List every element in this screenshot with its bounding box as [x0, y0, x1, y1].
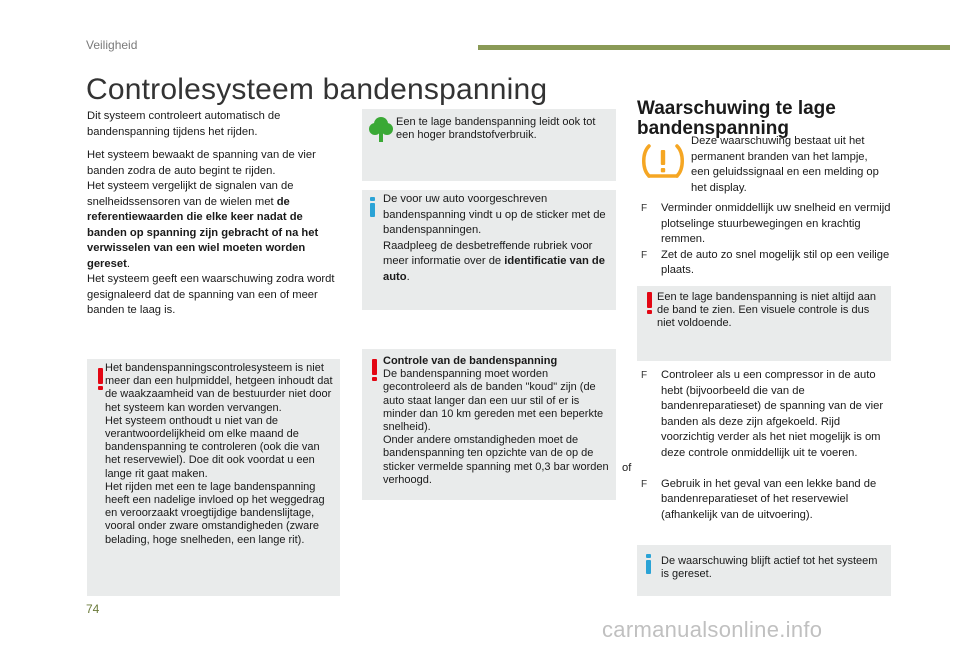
warning-exclamation-icon: [368, 359, 380, 381]
info-box-col2: [362, 190, 616, 310]
or-label: of: [622, 462, 632, 474]
list-item: [637, 248, 897, 279]
warning-exclamation-icon: [643, 292, 655, 314]
system-bold: de referentiewaarden die elke keer nadat de banden op spanning zijn gebracht of na het verwisselen van een wiel moeten worden gereset: [87, 195, 319, 270]
system-period: .: [126, 257, 130, 270]
info-line-2: Raadpleeg de desbetreffende rubriek voor meer informatie over de: [383, 239, 593, 267]
list-item: [637, 201, 897, 248]
bullet-text: Verminder onmiddellijk uw snelheid en vermijd plotselinge stuurbewegingen en krachtig remmen.: [661, 202, 891, 245]
warning-line-2: Het systeem onthoudt u niet van de verantwoordelijkheid om elke maand de bandenspanning te controleren (ook die van het reservewiel). Doe dit ook voordat u een lange rit gaat maken.: [105, 414, 320, 480]
info-bold: identificatie van de auto: [383, 255, 605, 283]
bullet-mark: F: [641, 249, 648, 261]
warning-text-col3: Een te lage bandenspanning is niet altijd aan de band te zien. Een visuele controle is dus niet voldoende.: [657, 291, 876, 330]
bullet-text: Zet de auto zo snel mogelijk stil op een veilige plaats.: [661, 248, 890, 276]
bullet-text: Gebruik in het geval van een lekke band de bandenreparatieset of het reservewiel (afhankelijk van de uitvoering).: [661, 477, 877, 521]
info-period: .: [406, 270, 410, 283]
system-paragraph: [87, 148, 341, 319]
warning-box-col2: [362, 349, 616, 500]
page-title: Controlesysteem bandenspanning: [86, 73, 548, 106]
bullet-list-1: [637, 201, 897, 279]
info-line-1: De voor uw auto voorgeschreven bandenspanning vindt u op de sticker met de bandenspanningen.: [383, 193, 606, 236]
system-line-1: Het systeem bewaakt de spanning van de vier banden zodra de auto begint te rijden.: [87, 149, 316, 177]
info-box-col3: [637, 545, 891, 596]
info-text-col3: De waarschuwing blijft actief tot het systeem is gereset.: [661, 555, 878, 581]
warning-box-col1: [87, 359, 340, 596]
bullet-text: Controleer als u een compressor in de auto hebt (bijvoorbeeld die van de bandenreparatieset) de spanning van de vier banden als deze zijn afgekoeld. Rijd voorzichtig verder als het niet mogelijk is om deze controle onmiddellijk uit te voeren.: [661, 369, 884, 459]
tyre-pressure-warning-icon: [641, 144, 685, 178]
eco-box: [362, 109, 616, 181]
warning-line-1: Het bandenspanningscontrolesysteem is niet meer dan een hulpmiddel, hetgeen inhoudt dat de waakzaamheid van de bestuurder niet door het systeem kan worden vervangen.: [105, 362, 333, 414]
intro-paragraph: Dit systeem controleert automatisch de bandenspanning tijdens het rijden.: [87, 110, 281, 138]
section-label: Veiligheid: [86, 38, 138, 52]
info-icon: [644, 554, 652, 574]
header-accent-line: [478, 45, 950, 50]
check-line-1: De bandenspanning moet worden gecontroleerd als de banden "koud" zijn (de auto staat langer dan een uur stil of er is minder dan 10 km gereden met een beperkte snelheid).: [383, 368, 604, 434]
warning-box-col3: [637, 286, 891, 361]
eco-text: Een te lage bandenspanning leidt ook tot een hoger brandstofverbruik.: [396, 116, 596, 142]
list-item: [637, 368, 894, 461]
column-1-text: [87, 109, 341, 319]
info-text: [383, 192, 613, 285]
lamp-description: Deze waarschuwing bestaat uit het permanent branden van het lampje, een geluidssignaal en een melding op het display.: [691, 135, 879, 194]
system-line-2: Het systeem vergelijkt de signalen van de snelheidssensoren van de wielen met: [87, 180, 294, 208]
list-item: [637, 477, 894, 524]
column-3-heading: Waarschuwing te lage bandenspanning: [637, 98, 836, 139]
eco-tree-icon: [368, 115, 394, 145]
watermark: carmanualsonline.info: [602, 617, 823, 642]
bullet-mark: F: [641, 478, 648, 490]
bullet-list-2: [622, 368, 894, 523]
bullet-mark: F: [641, 370, 648, 381]
info-icon: [368, 197, 376, 217]
bullet-mark: F: [641, 203, 648, 214]
check-title: Controle van de bandenspanning: [383, 355, 558, 367]
warning-line-3: Het rijden met een te lage bandenspanning heeft een nadelige invloed op het weggedrag en veroorzaakt vroegtijdige bandenslijtage, vooral onder zware omstandigheden (zware belading, hoge snelheden, een lange rit).: [105, 480, 325, 546]
check-line-2: Onder andere omstandigheden moet de bandenspanning ten opzichte van de op de sticker vermelde spanning met 0,3 bar worden verhoogd.: [383, 434, 609, 486]
system-line-3: Het systeem geeft een waarschuwing zodra wordt gesignaleerd dat de spanning van een of meer banden te laag is.: [87, 273, 335, 316]
page-number: 74: [86, 602, 100, 616]
